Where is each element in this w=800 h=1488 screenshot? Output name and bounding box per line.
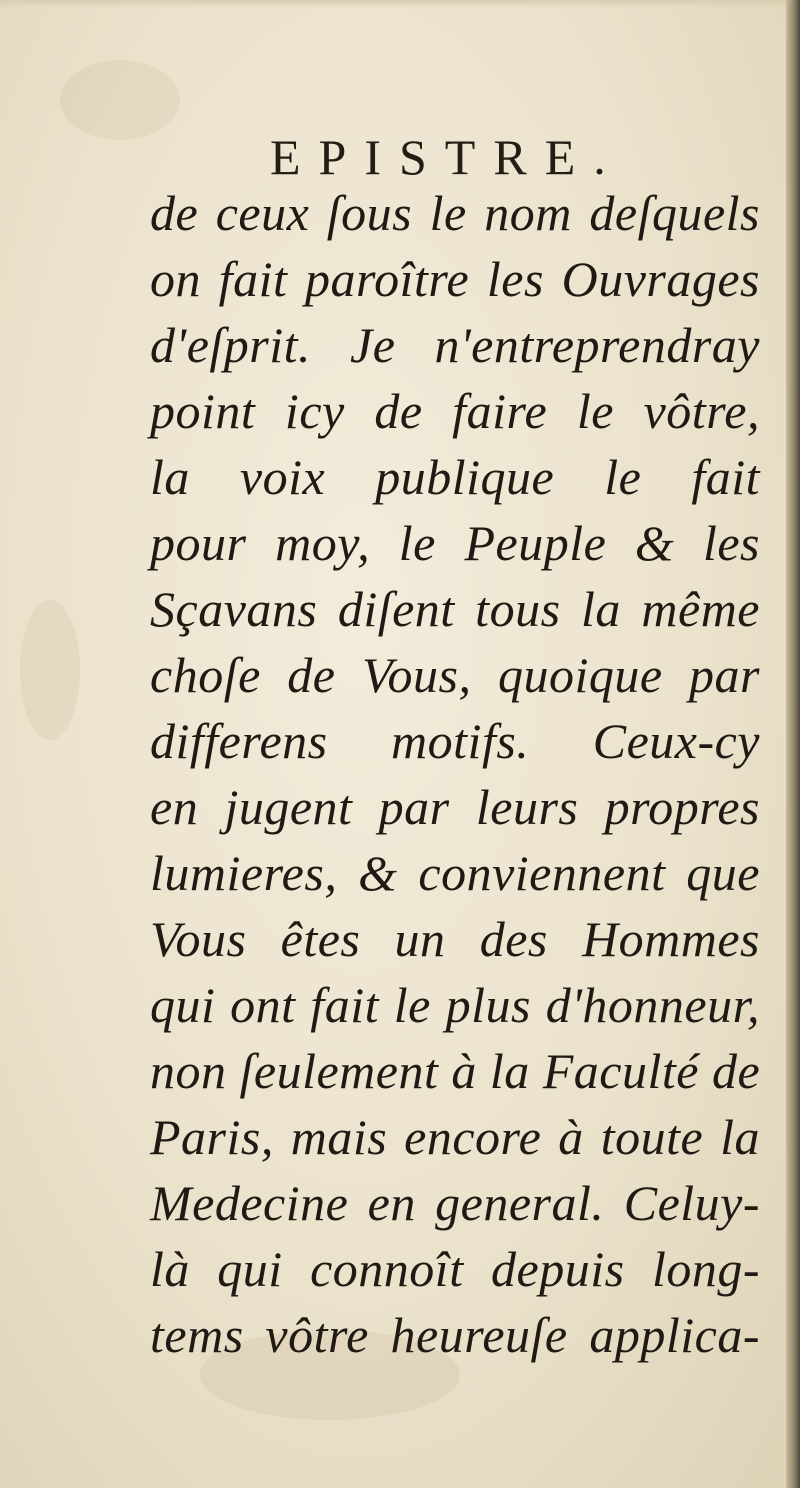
- text-line: Vous êtes un des Hommes: [150, 911, 760, 967]
- text-line: là qui connoît depuis long-: [150, 1241, 760, 1297]
- text-line: pour moy, le Peuple & les: [150, 515, 760, 571]
- text-line: tems vôtre heureuſe applica-: [150, 1307, 760, 1363]
- text-line: non ſeulement à la Faculté de: [150, 1043, 761, 1099]
- page-top-edge: [0, 0, 800, 8]
- text-block: [150, 180, 760, 1368]
- text-line: choſe de Vous, quoique par: [150, 647, 760, 703]
- paper-stain: [60, 60, 180, 140]
- text-line: point icy de faire le vôtre,: [150, 383, 760, 439]
- text-line: la voix publique le fait: [150, 449, 760, 505]
- running-head: EPISTRE.: [270, 129, 624, 185]
- text-line: Paris, mais encore à toute la: [150, 1109, 760, 1165]
- text-line: on fait paroître les Ouvrages: [150, 251, 760, 307]
- page-right-edge: [786, 0, 800, 1488]
- text-line: de ceux ſous le nom deſquels: [150, 185, 760, 241]
- text-line: lumieres, & conviennent que: [150, 845, 760, 901]
- text-line: differens motifs. Ceux-cy: [150, 713, 760, 769]
- text-line: en jugent par leurs propres: [150, 779, 760, 835]
- paper-stain: [20, 600, 80, 740]
- text-line: Sçavans diſent tous la même: [150, 581, 760, 637]
- text-line: d'eſprit. Je n'entreprendray: [150, 317, 760, 373]
- text-line: Medecine en general. Celuy-: [150, 1175, 760, 1231]
- text-line: qui ont fait le plus d'honneur,: [150, 977, 760, 1033]
